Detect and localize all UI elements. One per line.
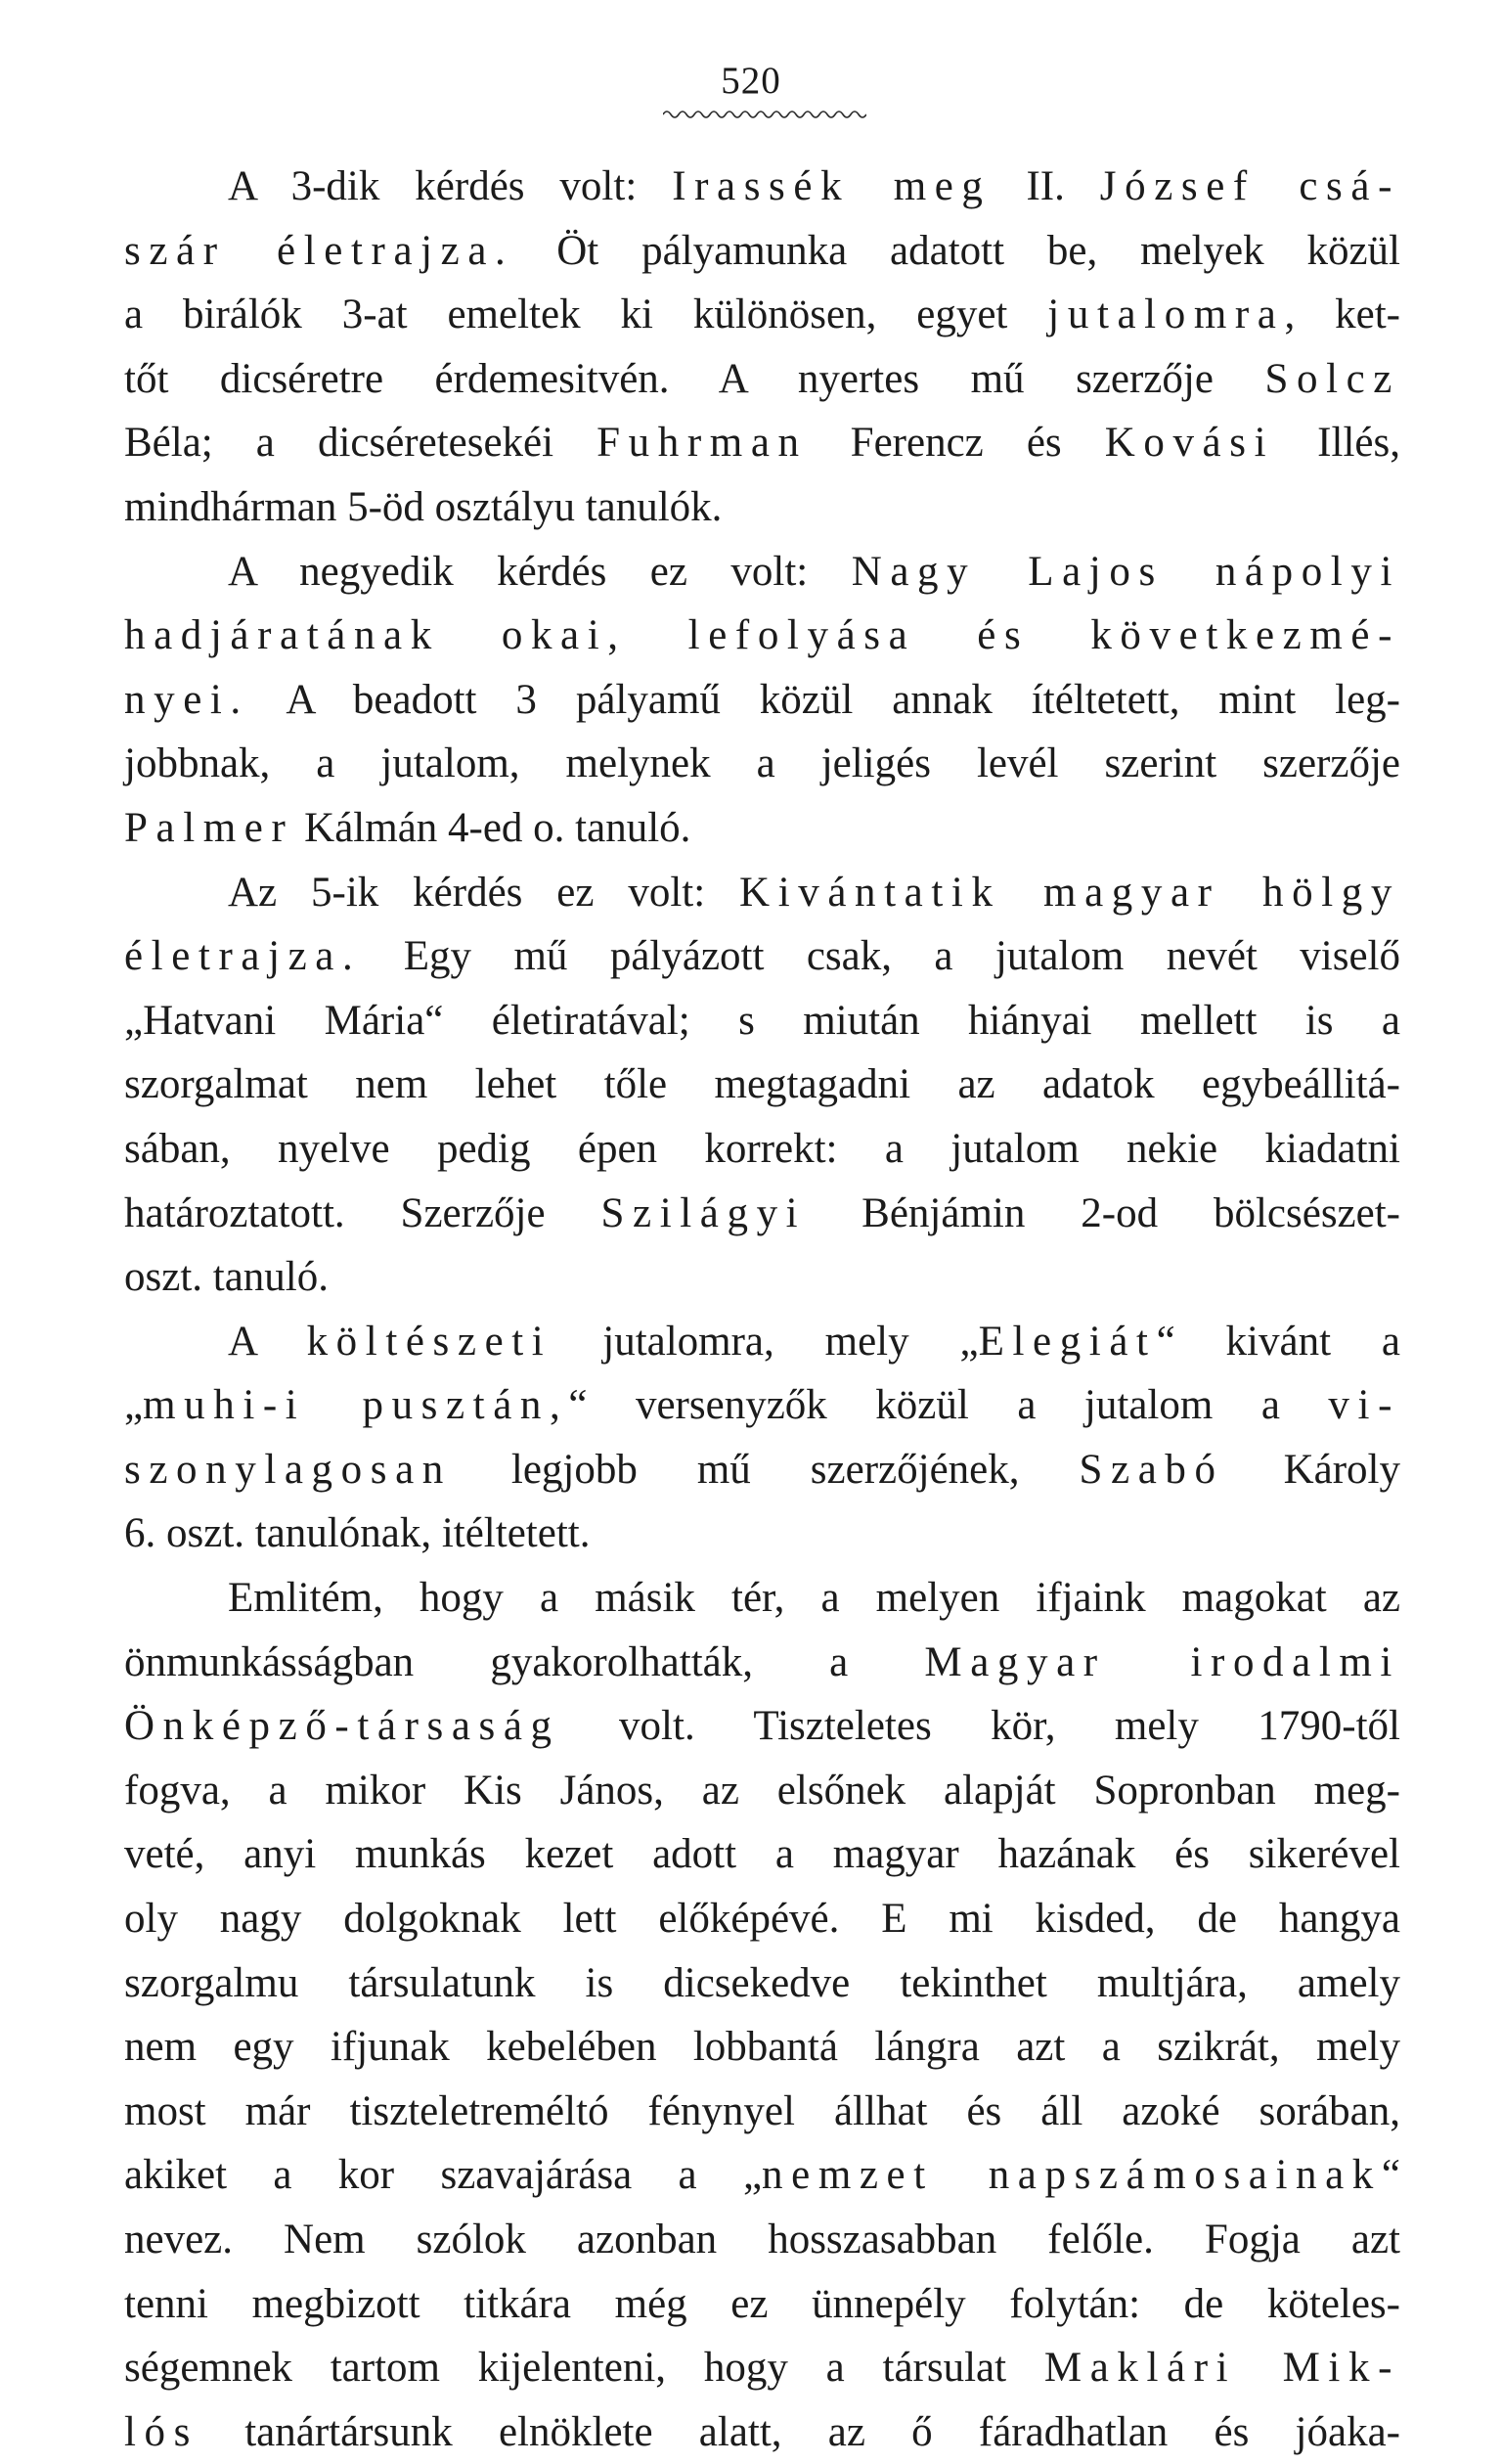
text-run: “ versenyzők közül a jutalom a [568, 1382, 1329, 1429]
text-run: mindhárman 5-öd osztályu tanulók. [124, 483, 723, 530]
spaced-emphasis: Fuhrman [596, 420, 808, 467]
text-line [124, 1501, 1400, 1566]
text-line [124, 2336, 1400, 2400]
text-line [124, 796, 1400, 861]
spaced-emphasis: Kivántatik magyar hölgy [739, 869, 1401, 916]
text-run: Kálmán 4-ed o. tanuló. [293, 804, 691, 851]
text-run: tenni megbizott titkára még ez ünnepély folytán: de köteles- [124, 2280, 1400, 2327]
spaced-emphasis: jutalomra [1047, 291, 1285, 338]
text-run: Öt pályamunka adatott be, melyek közül [513, 227, 1401, 274]
body-text [124, 155, 1400, 2464]
spaced-emphasis: Kovási [1104, 420, 1275, 467]
text-line [124, 2400, 1400, 2464]
text-run: Egy mű pályázott csak, a jutalom nevét viselő [361, 933, 1400, 980]
text-line [124, 1951, 1400, 2016]
text-run: a birálók 3-at emeltek ki különösen, egyet [124, 291, 1048, 338]
spaced-emphasis: költészeti [306, 1318, 552, 1365]
text-line [124, 2015, 1400, 2080]
spaced-emphasis: muhi-i pusztán, [143, 1382, 569, 1429]
text-line [124, 1182, 1400, 1246]
text-run: Bénjámin 2-od bölcsészet- [806, 1189, 1400, 1236]
spaced-emphasis: nemzet napszámosainak [762, 2152, 1382, 2199]
text-run: Károly [1223, 1446, 1401, 1493]
text-line [124, 1759, 1400, 1823]
text-run: „ [124, 1382, 144, 1429]
text-line [124, 2143, 1400, 2208]
spaced-emphasis: Nagy Lajos nápolyi [851, 548, 1400, 595]
spaced-emphasis: lós [124, 2408, 199, 2455]
text-run: szorgalmat nem lehet tőle megtagadni az adatok egybeállitá- [124, 1061, 1400, 1108]
text-line [124, 347, 1400, 412]
text-run: oszt. tanuló. [124, 1254, 329, 1301]
text-run: akiket a kor szavajárása a „ [124, 2152, 763, 2199]
spaced-emphasis: Palmer [124, 804, 294, 851]
text-run: “ [1381, 2152, 1400, 2199]
text-line [124, 604, 1400, 668]
text-run: „Hatvani Mária“ életiratával; s miután hiányai mellett is a [124, 997, 1400, 1044]
text-line [124, 1566, 1400, 1631]
text-line [124, 475, 1400, 540]
text-run: most már tiszteletreméltó fénynyel állhat és áll azoké sorában, [124, 2087, 1400, 2134]
text-run: legjobb mű szerzőjének, [451, 1446, 1080, 1493]
text-line [124, 1887, 1400, 1951]
spaced-emphasis: József csá- [1099, 163, 1400, 209]
text-line [124, 1694, 1400, 1759]
text-run: A negyedik kérdés ez volt: [228, 548, 852, 595]
page-number: 520 [721, 60, 781, 102]
text-run: sában, nyelve pedig épen korrekt: a jutalom nekie kiadatni [124, 1125, 1400, 1172]
text-run: “ kivánt a [1156, 1318, 1401, 1365]
text-line [124, 1310, 1400, 1374]
text-run: volt. Tiszteletes kör, mely 1790-től [559, 1703, 1400, 1750]
text-line [124, 1438, 1400, 1502]
text-line [124, 1373, 1400, 1438]
text-line [124, 668, 1400, 733]
spaced-emphasis: hadjáratának okai, lefolyása és következmé- [124, 612, 1400, 659]
text-run: jutalomra, mely „ [552, 1318, 979, 1365]
text-run: Béla; a dicséretesekéi [124, 420, 597, 467]
text-run: Illés, [1274, 420, 1400, 467]
text-line [124, 219, 1400, 284]
spaced-emphasis: Önképző-társaság [124, 1703, 560, 1750]
text-run: A 3-dik kérdés volt: [228, 163, 673, 209]
text-run: 6. oszt. tanulónak, itéltetett. [124, 1510, 591, 1557]
text-line [124, 155, 1400, 219]
text-run: A [228, 1318, 307, 1365]
text-line [124, 283, 1400, 347]
text-line [124, 2080, 1400, 2144]
text-run: nevez. Nem szólok azonban hosszasabban felőle. Fogja azt [124, 2217, 1400, 2262]
spaced-emphasis: Magyar irodalmi [924, 1638, 1400, 1685]
text-line [124, 1631, 1400, 1695]
text-run: határoztatott. Szerzője [124, 1189, 601, 1236]
text-line [124, 1053, 1400, 1117]
spaced-emphasis: Irassék meg [672, 163, 992, 209]
spaced-emphasis: nyei. [124, 676, 249, 723]
text-run: , ket- [1284, 291, 1400, 338]
spaced-emphasis: Elegiát [978, 1318, 1157, 1365]
text-run: Emlitém, hogy a másik tér, a melyen ifjaink magokat az [228, 1575, 1400, 1622]
text-run: nem egy ifjunak kebelében lobbantá lángra azt a szikrát, mely [124, 2024, 1400, 2071]
text-line [124, 1822, 1400, 1887]
text-run: Ferencz és [807, 420, 1105, 467]
wavy-rule-ornament [663, 108, 866, 121]
text-run: szorgalmu társulatunk is dicsekedve tekinthet multjára, amely [124, 1959, 1400, 2006]
spaced-emphasis: szár életrajza. [124, 227, 514, 274]
text-line [124, 2272, 1400, 2337]
text-line [124, 540, 1400, 605]
text-line [124, 861, 1400, 925]
text-run: oly nagy dolgoknak lett előképévé. E mi kisded, de hangya [124, 1896, 1400, 1943]
text-line [124, 1117, 1400, 1182]
text-run: tanártársunk elnöklete alatt, az ő fáradhatlan és jóaka- [198, 2408, 1400, 2455]
text-line [124, 1245, 1400, 1310]
text-line [124, 2208, 1400, 2272]
text-run: II. [991, 163, 1100, 209]
text-run: fogva, a mikor Kis János, az elsőnek alapját Sopronban meg- [124, 1767, 1400, 1814]
spaced-emphasis: Maklári Mik- [1043, 2345, 1400, 2392]
text-line [124, 989, 1400, 1053]
text-run: Az 5-ik kérdés ez volt: [228, 869, 740, 916]
text-run: jobbnak, a jutalom, melynek a jeligés levél szerint szerzője [124, 740, 1400, 787]
text-run: A beadott 3 pályamű közül annak ítéltetett, mint leg- [248, 676, 1400, 723]
spaced-emphasis: Solcz [1264, 355, 1400, 402]
spaced-emphasis: Szilágyi [600, 1189, 807, 1236]
text-run: önmunkásságban gyakorolhatták, a [124, 1638, 925, 1685]
text-run: ségemnek tartom kijelenteni, hogy a társulat [124, 2345, 1044, 2392]
text-run: tőt dicséretre érdemesitvén. A nyertes mű szerzője [124, 355, 1265, 402]
text-run: veté, anyi munkás kezet adott a magyar hazának és sikerével [124, 1831, 1400, 1878]
spaced-emphasis: szonylagosan [124, 1446, 452, 1493]
spaced-emphasis: Szabó [1079, 1446, 1224, 1493]
spaced-emphasis: vi- [1328, 1382, 1400, 1429]
spaced-emphasis: életrajza. [124, 933, 362, 980]
text-line [124, 732, 1400, 796]
text-line [124, 411, 1400, 475]
text-line [124, 924, 1400, 989]
